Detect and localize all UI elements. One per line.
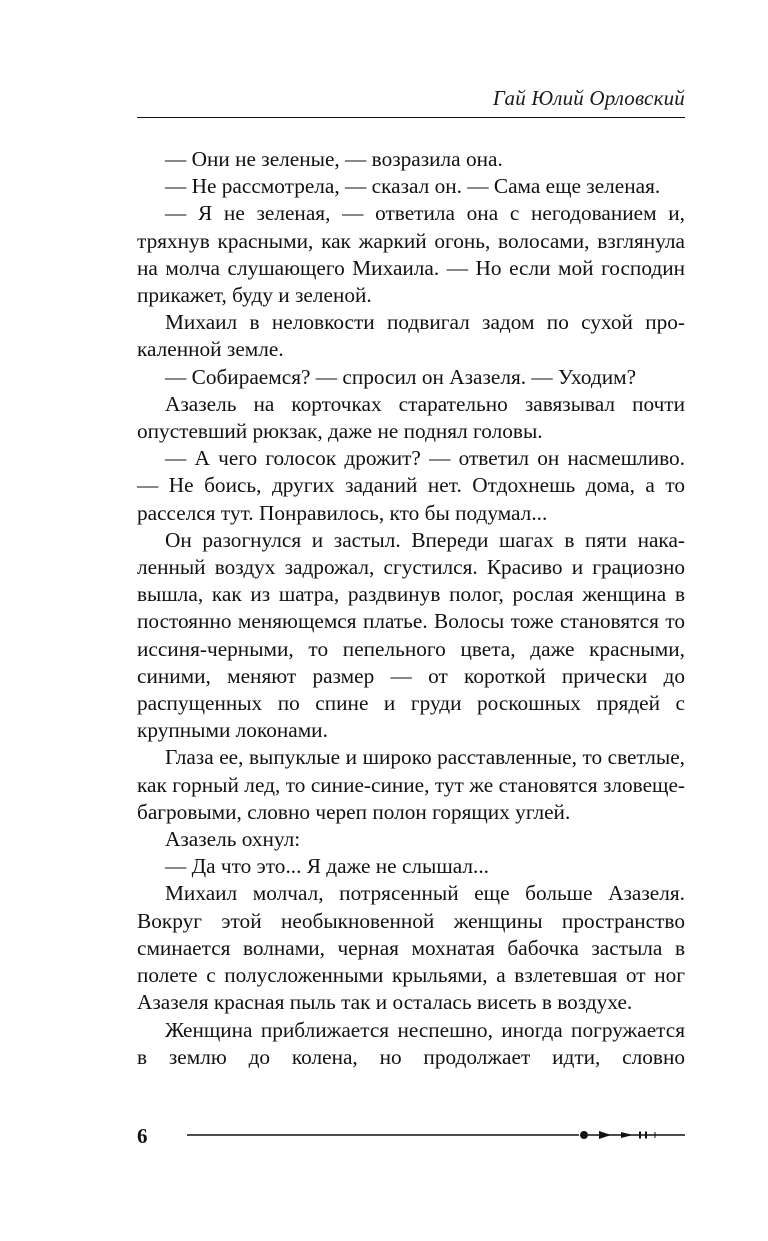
paragraph: — Собираемся? — спросил он Азазеля. — Уходим? (165, 364, 637, 389)
paragraph: — А чего голосок дрожит? — ответил он насмешливо. — Не боись, других заданий нет. Отдохнешь дома, а то расселся тут. Понравилось, кто бы подумал... (137, 446, 685, 525)
paragraph: Глаза ее, выпуклые и широко расставленные, то светлые, как горный лед, то синие-синие, тут же становятся зловеще-багровыми, словно череп полон горящих углей. (137, 745, 685, 824)
page-number: 6 (137, 1124, 148, 1148)
paragraph: — Я не зеленая, — ответила она с негодованием и, тряхнув красными, как жаркий огонь, волосами, взглянула на молча слушающего Михаила. — Но если мой господин прикажет, буду и зеленой. (137, 201, 685, 308)
header-rule (137, 117, 685, 118)
paragraph: — Они не зеленые, — возразила она. (165, 147, 503, 171)
paragraph: Михаил в неловкости подвигал задом по сухой прокаленной земле. (137, 310, 685, 362)
paragraph: Он разогнулся и застыл. Впереди шагах в пяти накаленный воздух задрожал, сгустился. Красиво и грациозно вышла, как из шатра, раздвинув полог, рослая женщина в постоянно меняющемся платье. Волосы тоже становятся то иссиня-черными, то пепельного цвета, даже красными, синими, меняют размер — от короткой прически до распущенных по спине и груди роскошных прядей с крупными локонами. (137, 527, 685, 743)
paragraph: Азазель на корточках старательно завязывал почти опустевший рюкзак, даже не поднял головы. (137, 391, 685, 444)
body-text (137, 146, 685, 1071)
paragraph: — Да что это... Я даже не слышал... (165, 854, 489, 879)
paragraph: Михаил молчал, потрясенный еще больше Азазеля. Вокруг этой необыкновенной женщины пространство сминается волнами, черная мохнатая бабочка застыла в полете с полусложенными крыльями, а взлетевшая от ног Азазеля красная пыль так и осталась висеть в воздухе. (137, 881, 685, 1015)
paragraph: — Не рассмотрела, — сказал он. — Сама еще зеленая. (165, 174, 661, 199)
paragraph: Азазель охнул: (165, 827, 301, 852)
footer-ornament-rule (187, 1128, 685, 1142)
running-head-author: Гай Юлий Орловский (492, 86, 685, 110)
paragraph: Женщина приближается неспешно, иногда погружается в землю до колена, но продолжает идти, словно (137, 1017, 685, 1069)
